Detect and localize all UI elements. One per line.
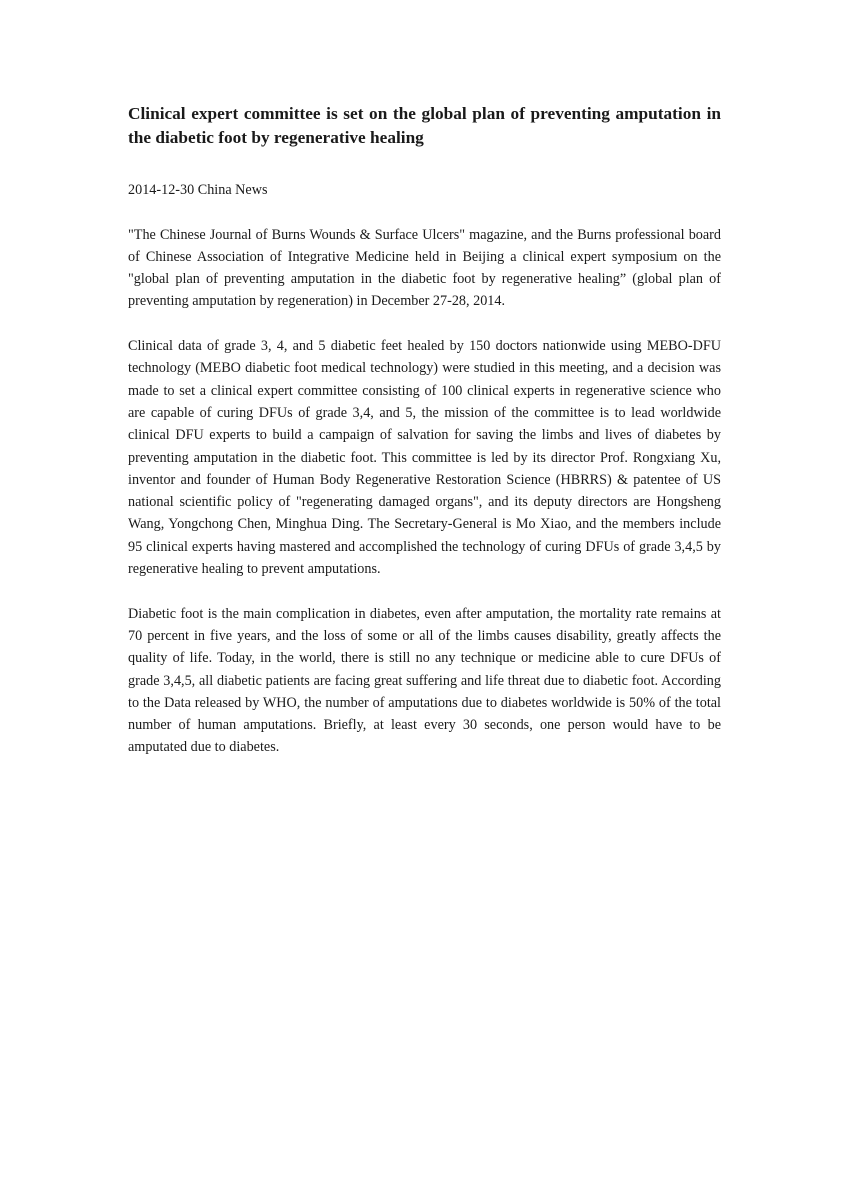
article-paragraph-2: Clinical data of grade 3, 4, and 5 diabetic feet healed by 150 doctors nationwide using MEBO-DFU technology (MEBO diabetic foot medical technology) were studied in this meeting, and a decision was made to set a clinical expert committee consisting of 100 clinical experts in regenerative science who are capable of curing DFUs of grade 3,4, and 5, the mission of the committee is to lead worldwide clinical DFU experts to build a campaign of salvation for saving the limbs and lives of diabetes by preventing amputation in the diabetic foot. This committee is led by its director Prof. Rongxiang Xu, inventor and founder of Human Body Regenerative Restoration Science (HBRRS) & patentee of US national scientific policy of "regenerating damaged organs", and its deputy directors are Hongsheng Wang, Yongchong Chen, Minghua Ding. The Secretary-General is Mo Xiao, and the members include 95 clinical experts having mastered and accomplished the technology of curing DFUs of grade 3,4,5 by regenerative healing to prevent amputations. (128, 338, 721, 578)
article-dateline: 2014-12-30 China News (128, 182, 268, 198)
article-paragraph-1: "The Chinese Journal of Burns Wounds & Surface Ulcers" magazine, and the Burns professional board of Chinese Association of Integrative Medicine held in Beijing a clinical expert symposium on the "global plan of preventing amputation in the diabetic foot by regenerative healing” (global plan of preventing amputation by regeneration) in December 27-28, 2014. (128, 226, 721, 310)
article (128, 102, 721, 759)
article-title: Clinical expert committee is set on the global plan of preventing amputation in the diabetic foot by regenerative healing (128, 104, 721, 147)
article-paragraph-3: Diabetic foot is the main complication in diabetes, even after amputation, the mortality rate remains at 70 percent in five years, and the loss of some or all of the limbs causes disability, greatly affects the quality of life. Today, in the world, there is still no any technique or medicine able to cure DFUs of grade 3,4,5, all diabetic patients are facing great suffering and life threat due to diabetic foot. According to the Data released by WHO, the number of amputations due to diabetes worldwide is 50% of the total number of human amputations. Briefly, at least every 30 seconds, one person would have to be amputated due to diabetes. (128, 605, 721, 756)
